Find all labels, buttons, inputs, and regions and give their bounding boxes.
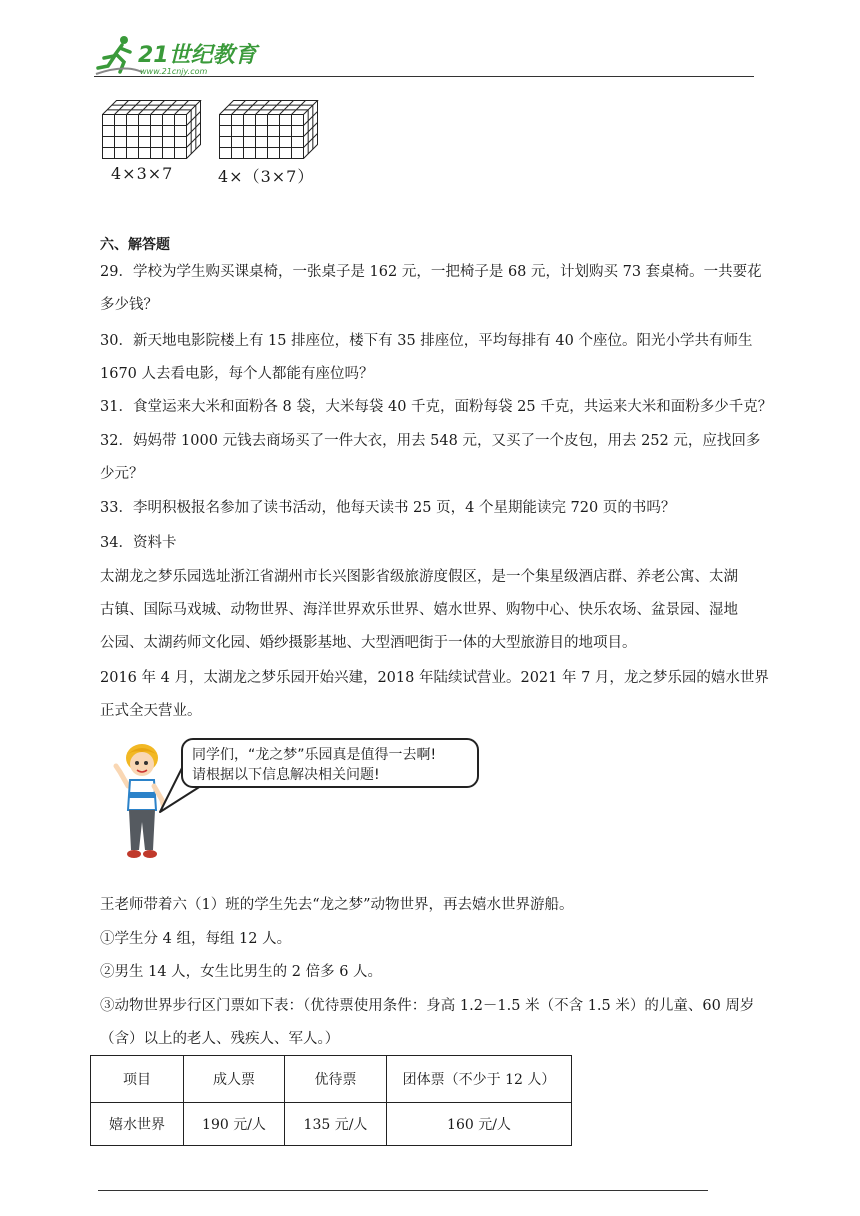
logo-url: www.21cnjy.com <box>140 67 208 76</box>
figure-caption-left: 4×3×7 <box>111 164 174 183</box>
condition-intro: 王老师带着六（1）班的学生先去“龙之梦”动物世界，再去嬉水世界游船。 <box>100 897 574 913</box>
question-29-line-1: 29．学校为学生购买课桌椅，一张桌子是 162 元，一把椅子是 68 元，计划购买 73 套桌椅。一共要花 <box>100 264 762 280</box>
ticket-price-table <box>90 1055 572 1146</box>
table-row <box>91 1103 572 1146</box>
header-divider <box>94 76 754 77</box>
question-34-title: 34．资料卡 <box>100 535 177 551</box>
speech-line-2: 请根据以下信息解决相关问题! <box>192 767 380 783</box>
table-header-cell: 成人票 <box>184 1056 285 1103</box>
table-cell: 135 元/人 <box>285 1103 387 1146</box>
runner-logo-icon <box>94 34 264 78</box>
footer-divider <box>98 1190 708 1191</box>
site-logo <box>94 34 264 78</box>
condition-1: ①学生分 4 组，每组 12 人。 <box>100 931 292 947</box>
cube-grid-left-icon <box>102 100 206 162</box>
question-32-line-1: 32．妈妈带 1000 元钱去商场买了一件大衣，用去 548 元，又买了一个皮包，用去 252 元，应找回多 <box>100 433 761 449</box>
table-header-row <box>91 1056 572 1103</box>
table-header-cell: 项目 <box>91 1056 184 1103</box>
info-para1-line-3: 公园、太湖药师文化园、婚纱摄影基地、大型酒吧街于一体的大型旅游目的地项目。 <box>100 635 637 651</box>
question-30-line-1: 30．新天地电影院楼上有 15 排座位，楼下有 35 排座位，平均每排有 40 个座位。阳光小学共有师生 <box>100 333 753 349</box>
question-33-line-1: 33．李明积极报名参加了读书活动，他每天读书 25 页，4 个星期能读完 720 页的书吗？ <box>100 500 676 516</box>
condition-3-line-1: ③动物世界步行区门票如下表：（优待票使用条件：身高 1.2－1.5 米（不含 1.5 米）的儿童、60 周岁 <box>100 998 755 1014</box>
figure-caption-right: 4×（3×7） <box>218 167 315 186</box>
table-cell: 嬉水世界 <box>91 1103 184 1146</box>
cube-grid-right-icon <box>219 100 323 162</box>
condition-3-line-2: （含）以上的老人、残疾人、军人。） <box>100 1031 340 1047</box>
question-31-line-1: 31．食堂运来大米和面粉各 8 袋，大米每袋 40 千克，面粉每袋 25 千克，共运来大米和面粉多少千克？ <box>100 399 773 415</box>
section-title: 六、解答题 <box>100 237 170 253</box>
info-para2-line-1: 2016 年 4 月，太湖龙之梦乐园开始兴建，2018 年陆续试营业。2021 年 7 月，龙之梦乐园的嬉水世界 <box>100 670 769 686</box>
cube-figure-right <box>219 100 323 166</box>
condition-2: ②男生 14 人，女生比男生的 2 倍多 6 人。 <box>100 964 383 980</box>
logo-text: 21世纪教育 <box>138 43 257 68</box>
table-header-cell: 优待票 <box>285 1056 387 1103</box>
table-header-cell: 团体票（不少于 12 人） <box>387 1056 572 1103</box>
question-32-line-2: 少元？ <box>100 466 144 482</box>
question-30-line-2: 1670 人去看电影，每个人都能有座位吗？ <box>100 366 374 382</box>
info-para1-line-2: 古镇、国际马戏城、动物世界、海洋世界欢乐世界、嬉水世界、购物中心、快乐农场、盆景园、湿地 <box>100 602 738 618</box>
question-29-line-2: 多少钱？ <box>100 297 158 313</box>
table-cell: 160 元/人 <box>387 1103 572 1146</box>
info-para1-line-1: 太湖龙之梦乐园选址浙江省湖州市长兴图影省级旅游度假区，是一个集星级酒店群、养老公寓、太湖 <box>100 569 738 585</box>
info-para2-line-2: 正式全天营业。 <box>100 703 202 719</box>
cube-figure-left <box>102 100 206 166</box>
speech-line-1: 同学们，“龙之梦”乐园真是值得一去啊! <box>192 747 437 763</box>
table-cell: 190 元/人 <box>184 1103 285 1146</box>
